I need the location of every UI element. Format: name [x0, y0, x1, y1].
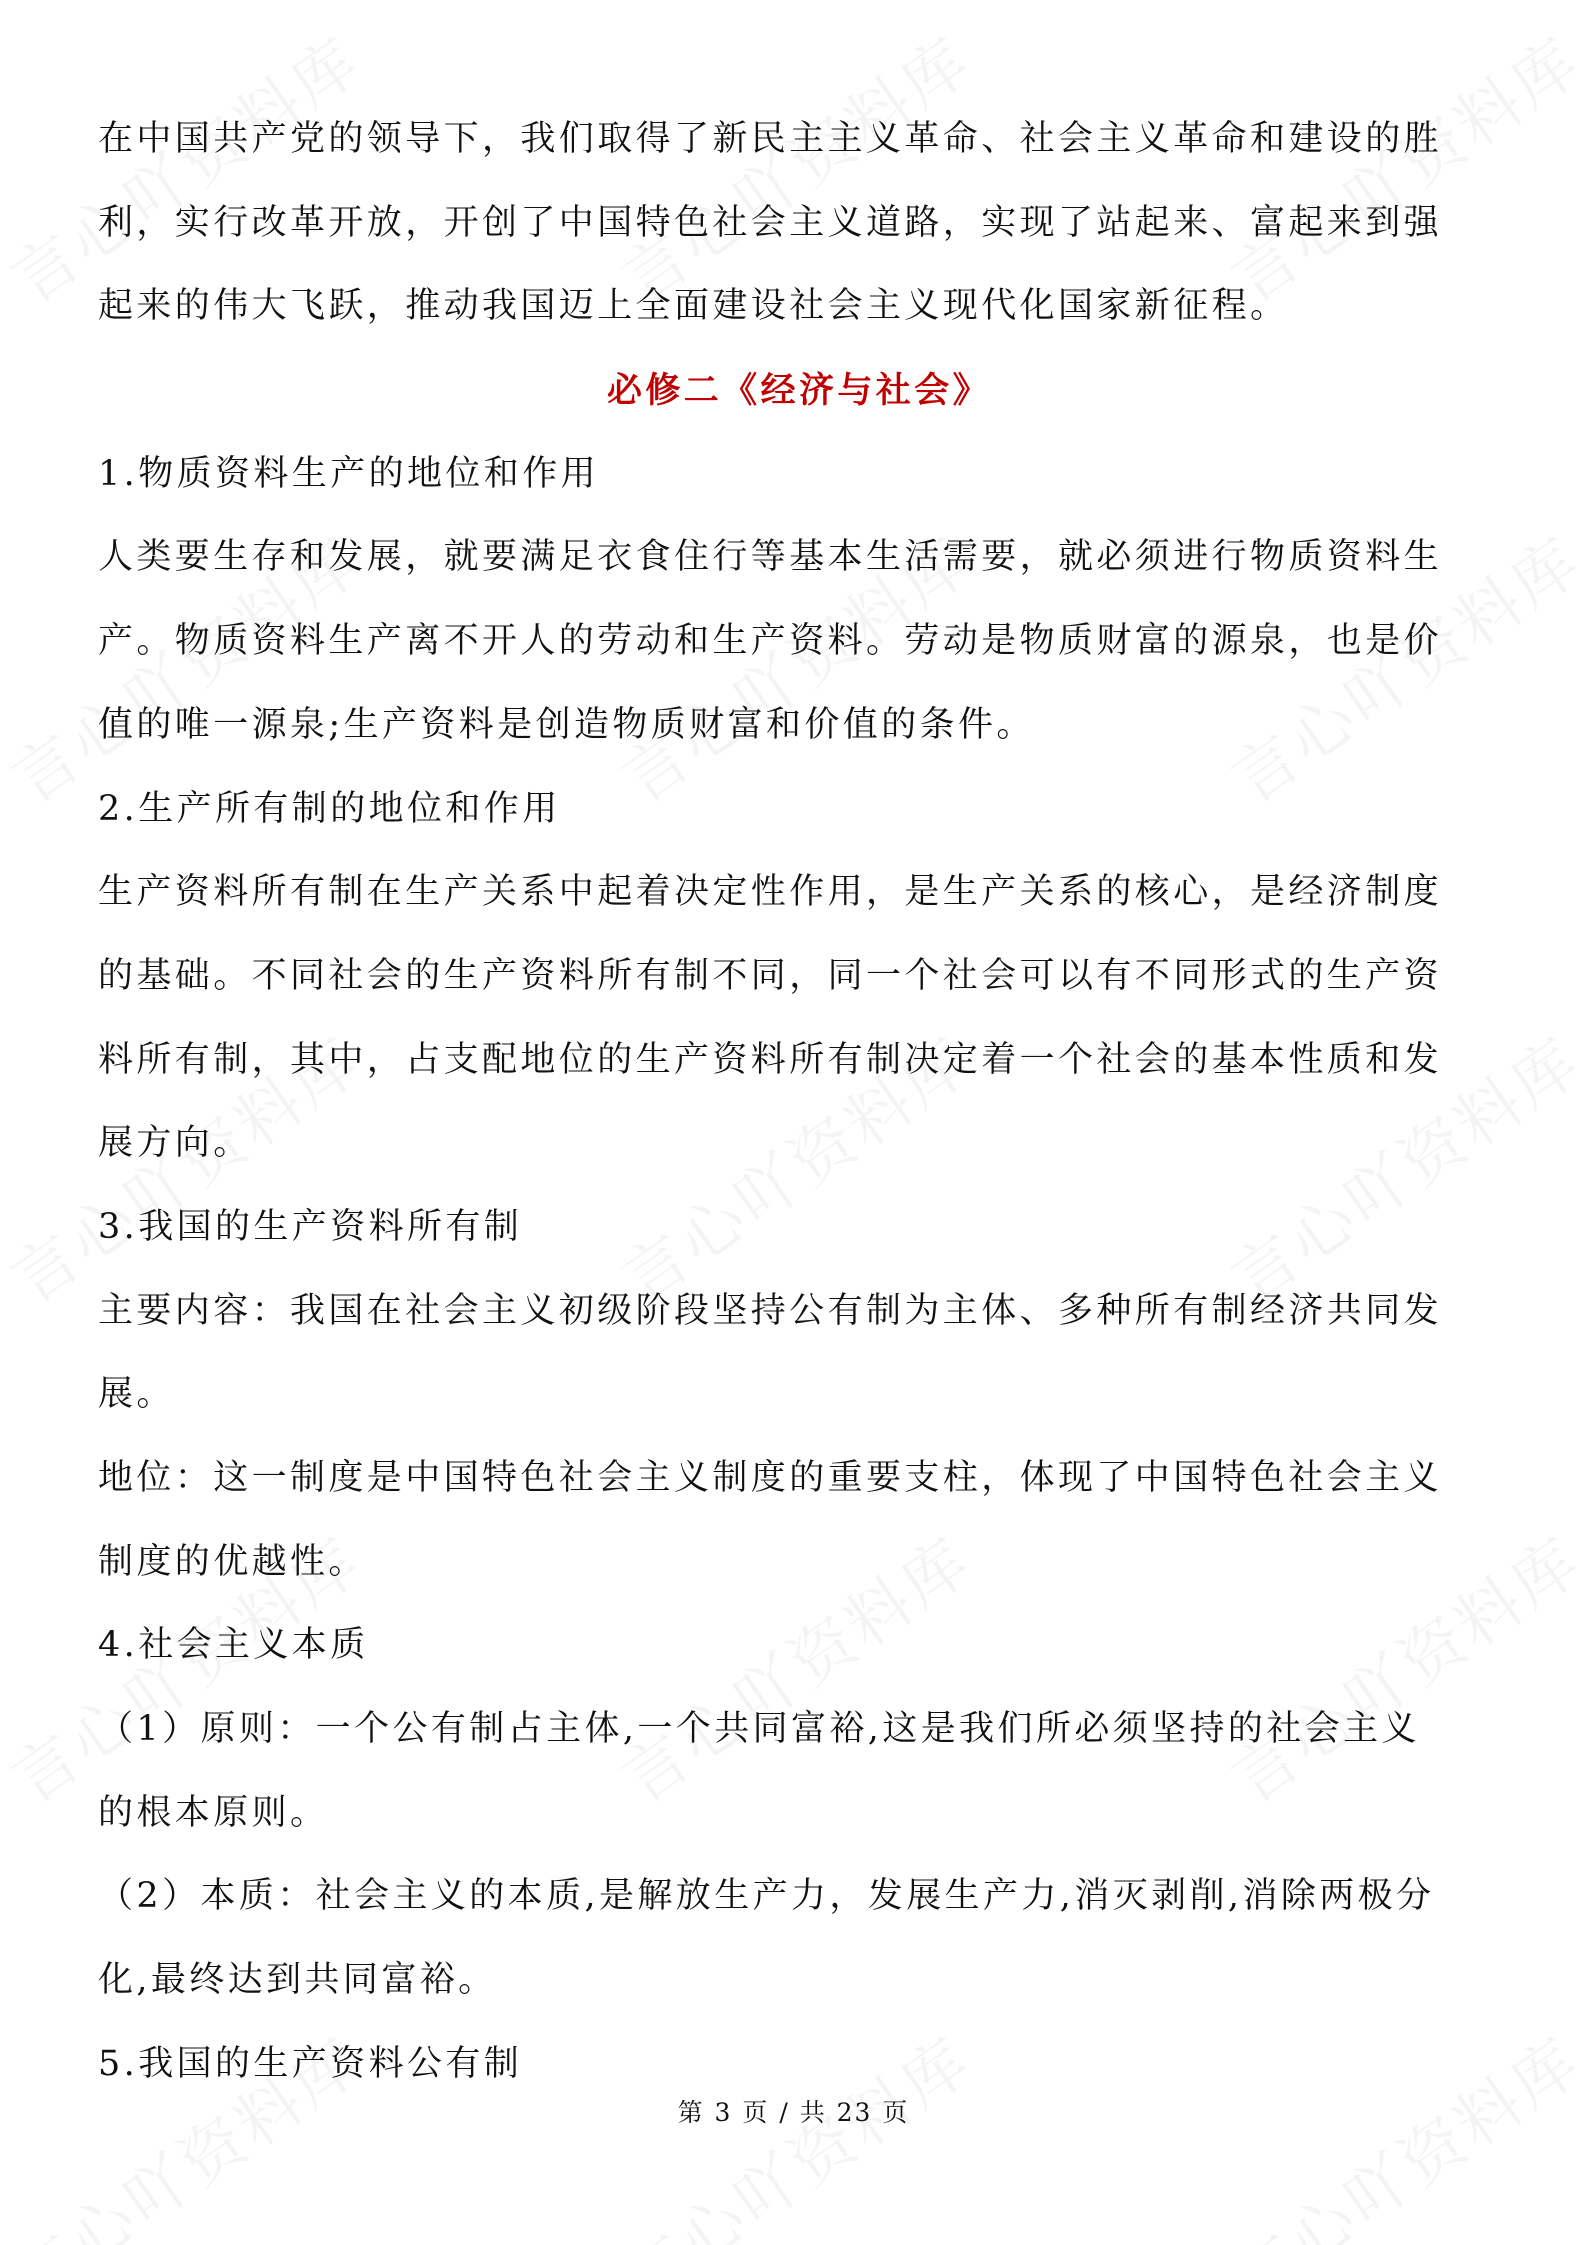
text-line: 必修二《经济与社会》 — [606, 370, 991, 412]
text-line: 起来的伟大飞跃，推动我国迈上全面建设社会主义现代化国家新征程。 — [98, 286, 1289, 327]
section-title — [98, 349, 1500, 433]
page-footer: 第 3 页 / 共 23 页 — [677, 2098, 910, 2127]
text-line: 3.我国的生产资料所有制 — [98, 1206, 523, 1247]
text-line: 生产资料所有制在生产关系中起着决定性作用，是生产关系的核心，是经济制度 — [98, 872, 1443, 913]
text-line: 在中国共产党的领导下，我们取得了新民主主义革命、社会主义革命和建设的胜 — [98, 119, 1443, 159]
text-line: 5.我国的生产资料公有制 — [98, 2043, 523, 2084]
paragraph — [98, 98, 1500, 349]
text-line: 展方向。 — [98, 1123, 252, 1164]
text-line: 产。物质资料生产离不开人的劳动和生产资料。劳动是物质财富的源泉，也是价 — [98, 621, 1443, 662]
text-line: 利，实行改革开放，开创了中国特色社会主义道路，实现了站起来、富起来到强 — [98, 202, 1443, 243]
text-line: 的根本原则。 — [98, 1792, 329, 1833]
paragraph — [98, 1437, 1500, 1604]
paragraph — [98, 1688, 1500, 1855]
text-line: 4.社会主义本质 — [98, 1625, 369, 1666]
text-line: 料所有制，其中，占支配地位的生产资料所有制决定着一个社会的基本性质和发 — [98, 1039, 1443, 1080]
text-line: 值的唯一源泉;生产资料是创造物质财富和价值的条件。 — [98, 704, 1035, 745]
text-line: 2.生产所有制的地位和作用 — [98, 788, 561, 829]
text-line: 化,最终达到共同富裕。 — [98, 1960, 497, 2001]
section-heading — [98, 1186, 1500, 1270]
section-heading — [98, 433, 1500, 517]
document-body — [98, 98, 1500, 2107]
text-line: 展。 — [98, 1374, 175, 1415]
paragraph — [98, 851, 1500, 1186]
text-line: （2）本质：社会主义的本质,是解放生产力，发展生产力,消灭剥削,消除两极分 — [98, 1876, 1435, 1917]
text-line: 的基础。不同社会的生产资料所有制不同，同一个社会可以有不同形式的生产资 — [98, 955, 1443, 996]
text-line: 人类要生存和发展，就要满足衣食住行等基本生活需要，就必须进行物质资料生 — [98, 537, 1443, 578]
text-line: 1.物质资料生产的地位和作用 — [98, 453, 599, 494]
paragraph — [98, 516, 1500, 767]
paragraph — [98, 1270, 1500, 1437]
text-line: 制度的优越性。 — [98, 1541, 367, 1582]
text-line: （1）原则：一个公有制占主体,一个共同富裕,这是我们所必须坚持的社会主义 — [98, 1709, 1420, 1750]
text-line: 地位：这一制度是中国特色社会主义制度的重要支柱，体现了中国特色社会主义 — [98, 1458, 1443, 1498]
text-line: 主要内容：我国在社会主义初级阶段坚持公有制为主体、多种所有制经济共同发 — [98, 1290, 1443, 1331]
section-heading — [98, 768, 1500, 852]
paragraph — [98, 1855, 1500, 2022]
section-heading — [98, 1604, 1500, 1688]
